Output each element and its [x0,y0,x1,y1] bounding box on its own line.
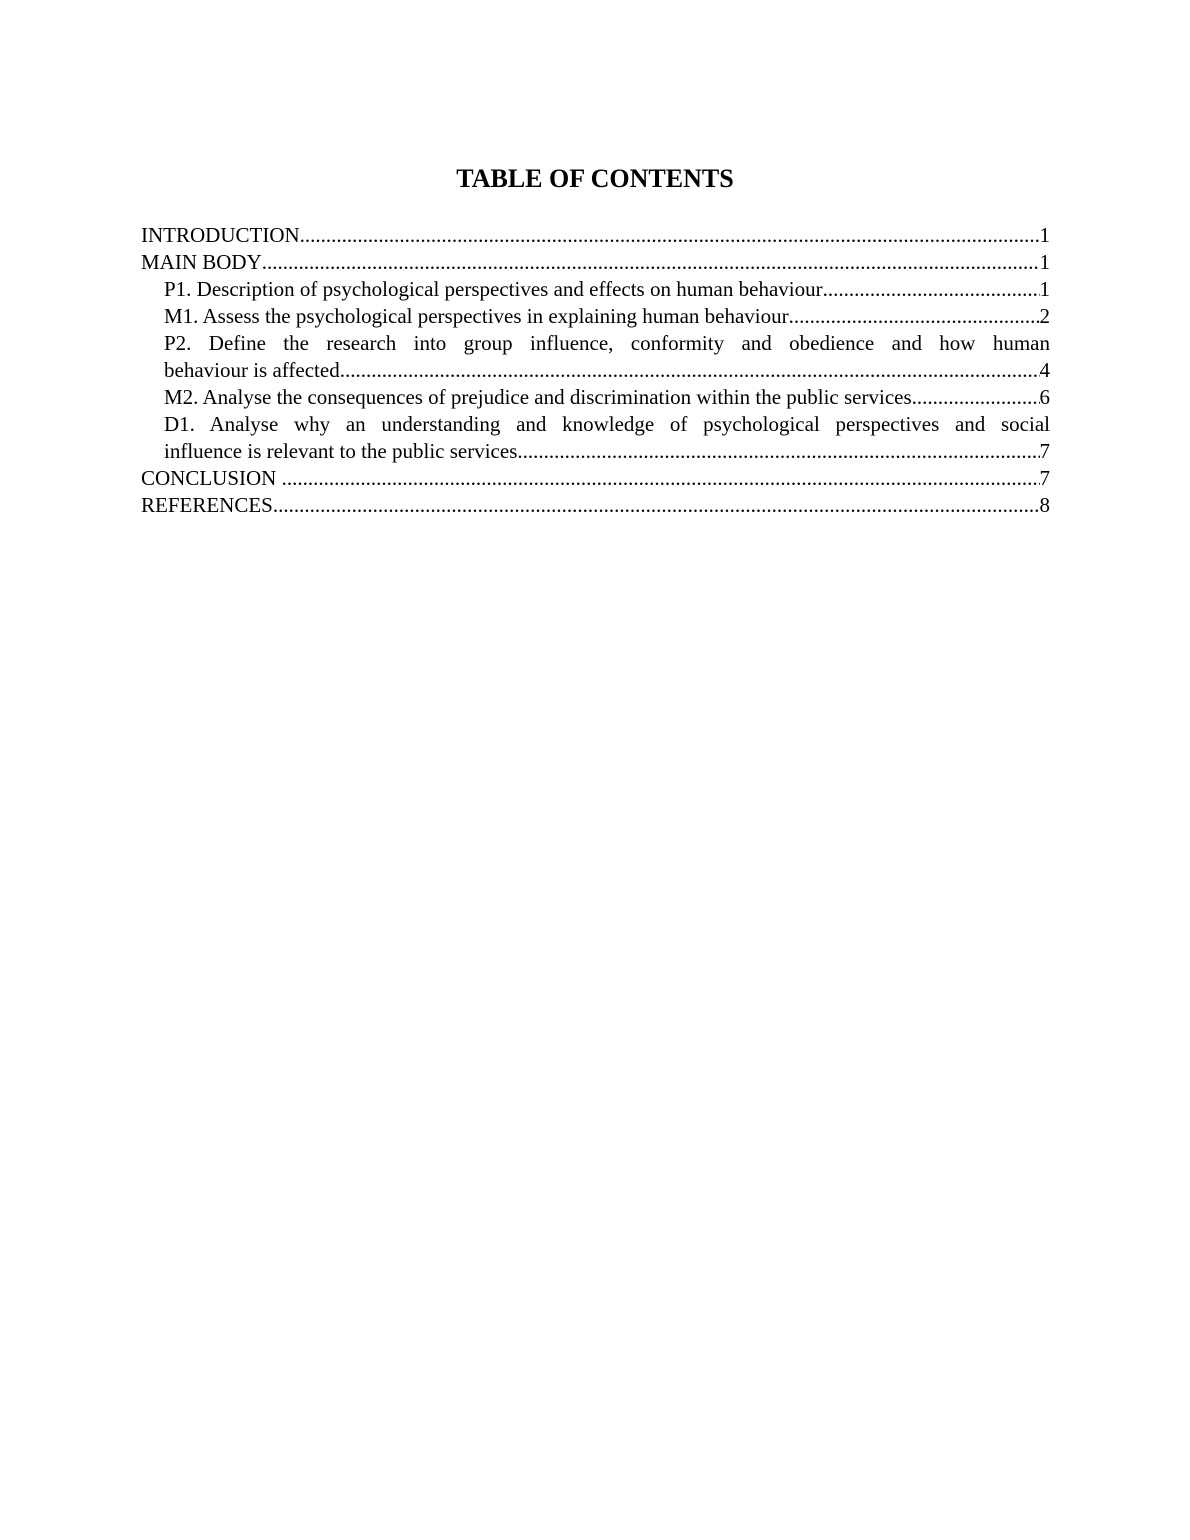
dot-leader [789,303,1040,330]
dot-leader [273,492,1040,519]
toc-entry-label-line-2: behaviour is affected [164,358,340,382]
toc-entry-conclusion[interactable] [141,465,1050,492]
toc-entry-p2[interactable] [141,330,1050,384]
toc-entry-m2[interactable] [141,384,1050,411]
toc-entry-label-line-2: influence is relevant to the public services [164,439,518,463]
toc-entry-label: P1. Description of psychological perspectives and effects on human behaviour [164,277,823,301]
dot-leader [262,249,1040,276]
toc-heading: TABLE OF CONTENTS [456,164,734,193]
toc-entry-label: MAIN BODY [141,250,262,274]
toc-page-number: 7 [1039,439,1050,463]
toc-page-number: 6 [1039,385,1050,409]
toc-page-number: 8 [1039,493,1050,517]
toc-entry-label: M2. Analyse the consequences of prejudice and discrimination within the public services [164,385,912,409]
toc-entry-p1[interactable] [141,276,1050,303]
toc-list [141,222,1050,519]
toc-entry-label-line-1: D1. Analyse why an understanding and knowledge of psychological perspectives and social [164,412,1050,436]
toc-page-number: 2 [1039,304,1050,328]
toc-entry-label: CONCLUSION [141,466,282,490]
toc-entry-introduction[interactable] [141,222,1050,249]
toc-entry-m1[interactable] [141,303,1050,330]
dot-leader [300,222,1040,249]
toc-page-number: 1 [1039,223,1050,247]
dot-leader [912,384,1040,411]
toc-entry-label-line-1: P2. Define the research into group influence, conformity and obedience and how human [164,331,1050,355]
toc-page-number: 7 [1039,466,1050,490]
toc-entry-references[interactable] [141,492,1050,519]
toc-entry-label: M1. Assess the psychological perspectives in explaining human behaviour [164,304,789,328]
toc-page-number: 1 [1039,277,1050,301]
toc-entry-label: INTRODUCTION [141,223,300,247]
toc-entry-d1[interactable] [141,411,1050,465]
dot-leader [823,276,1040,303]
toc-entry-label: REFERENCES [141,493,273,517]
toc-entry-main-body[interactable] [141,249,1050,276]
toc-page-number: 4 [1039,358,1050,382]
dot-leader [340,357,1040,384]
dot-leader [517,438,1039,465]
dot-leader [282,465,1040,492]
toc-page-number: 1 [1039,250,1050,274]
